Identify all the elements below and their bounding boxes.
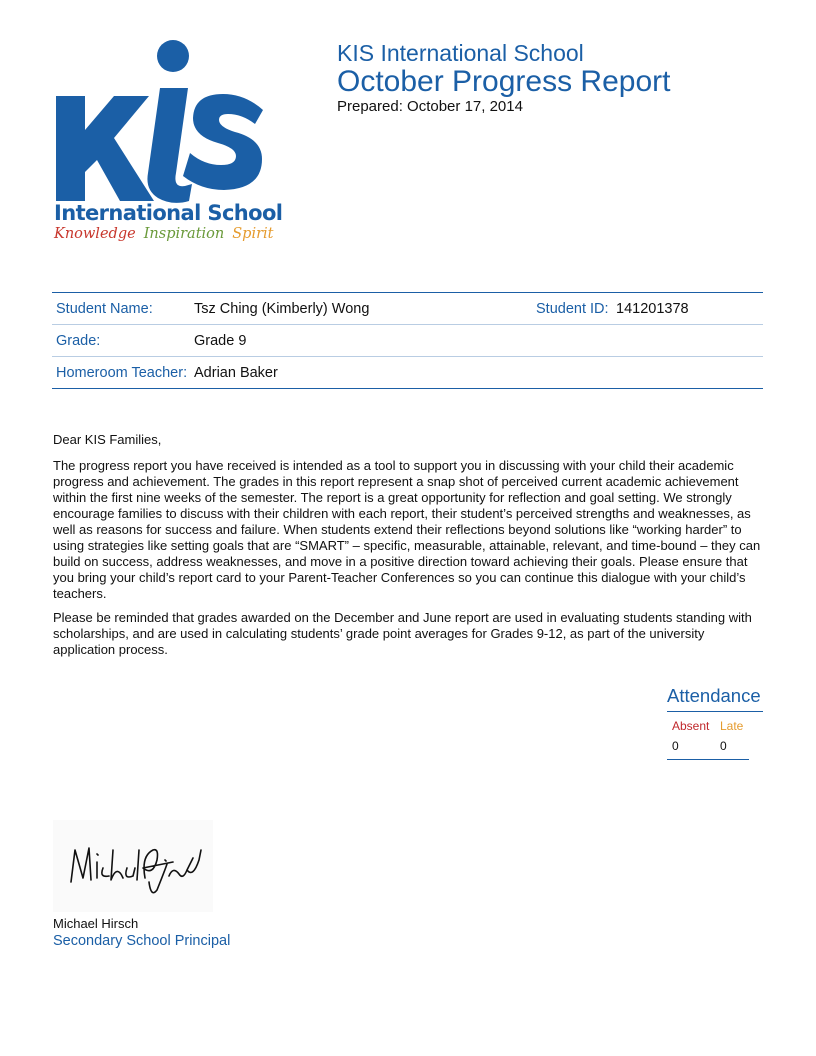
report-header xyxy=(337,40,670,116)
principal-name: Michael Hirsch xyxy=(53,916,139,931)
student-name-row xyxy=(52,293,763,325)
student-id-value: 141201378 xyxy=(616,301,689,317)
prepared-date: Prepared: October 17, 2014 xyxy=(337,98,523,115)
logo-tagline xyxy=(54,226,273,242)
homeroom-teacher-value: Adrian Baker xyxy=(194,365,278,381)
logo-school-name: International School xyxy=(54,201,283,225)
grade-value: Grade 9 xyxy=(194,333,247,349)
homeroom-row xyxy=(52,357,763,388)
letter-body xyxy=(53,432,765,666)
letter-paragraph: Please be reminded that grades awarded on the December and June report are used in evaluating students standing with scholarships, and are used in calculating students’ grade point averages for Grades 9-12, as part of the university application process. xyxy=(53,610,752,657)
attendance-table xyxy=(667,712,749,760)
handwritten-signature-icon xyxy=(53,820,213,912)
kis-logo xyxy=(52,38,283,248)
attendance-title: Attendance xyxy=(667,685,763,712)
student-name-label: Student Name: xyxy=(56,301,153,317)
student-info-table xyxy=(52,292,763,389)
letter-salutation: Dear KIS Families, xyxy=(53,432,162,447)
tagline-knowledge: Knowledge xyxy=(54,226,136,242)
tagline-inspiration: Inspiration xyxy=(143,226,225,242)
grade-row xyxy=(52,325,763,357)
grade-label: Grade: xyxy=(56,333,101,349)
student-name-value: Tsz Ching (Kimberly) Wong xyxy=(194,301,370,317)
late-header: Late xyxy=(720,719,744,733)
absent-header: Absent xyxy=(672,719,710,733)
tagline-spirit: Spirit xyxy=(232,226,274,242)
student-id-label: Student ID: xyxy=(536,301,609,317)
kis-wordmark-icon xyxy=(52,38,272,203)
school-name: KIS International School xyxy=(337,40,584,66)
letter-paragraph: The progress report you have received is intended as a tool to support you in discussing with your child their academic progress and achievement. The grades in this report represent a snap shot of perceived current academic achievement within the first nine weeks of the semester. The report is a great opportunity for reflection and goal setting. We strongly encourage families to discuss with their children with each report, their student’s perceived strengths and weaknesses, as well as reasons for success and failure. When students extend their reflections beyond solutions like “working harder” to using strategies like setting goals that are “SMART” – specific, measurable, attainable, relevant, and time-bound – they can build on success, address weaknesses, and move in a positive direction toward achieving their goals. Please ensure that you bring your child’s report card to your Parent-Teacher Conferences so you can continue this dialogue with your child’s teachers. xyxy=(53,458,761,601)
principal-title: Secondary School Principal xyxy=(53,933,231,949)
principal-signature xyxy=(53,820,213,912)
late-count: 0 xyxy=(720,739,727,753)
absent-count: 0 xyxy=(672,739,679,753)
homeroom-teacher-label: Homeroom Teacher: xyxy=(56,365,188,381)
attendance-box xyxy=(667,685,763,760)
report-title: October Progress Report xyxy=(337,65,671,98)
